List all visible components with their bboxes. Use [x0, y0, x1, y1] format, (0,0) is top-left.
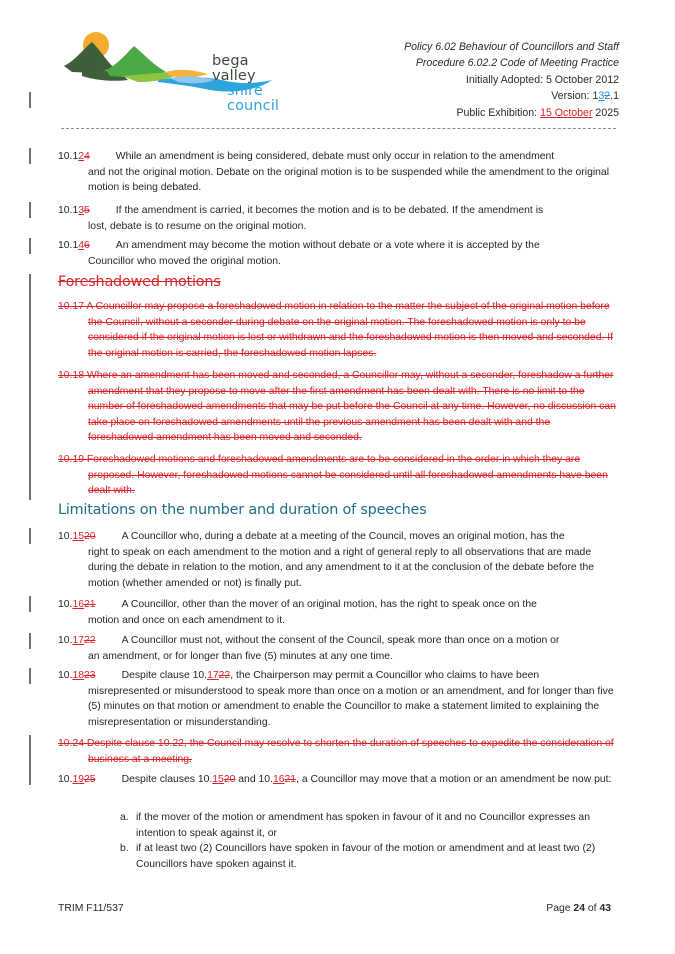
clause-text: If the amendment is carried, it becomes the motion and is to be debated. If the amendment is	[115, 205, 544, 216]
clause-text: , a Councillor may move that a motion or an amendment be now put:	[296, 774, 612, 785]
number-deleted: 20	[84, 531, 96, 542]
reference-inserted: 16	[272, 774, 285, 785]
page-total: 43	[599, 903, 611, 914]
closure-conditions-list	[120, 810, 620, 872]
clause-10-17	[58, 633, 618, 664]
version-inserted: 3	[598, 90, 605, 103]
logo-line-2: shire council	[227, 83, 279, 114]
logo-line-1: bega valley	[212, 53, 256, 84]
clause-text-continued: Councillor who moved the original motion.	[88, 255, 281, 267]
number-inserted: 2	[78, 151, 85, 162]
heading-foreshadowed-motions-deleted: Foreshadowed motions	[58, 274, 221, 290]
clause-10-19	[58, 772, 618, 788]
clause-prefix: 10.	[58, 774, 73, 785]
version-deleted: 2	[604, 90, 611, 103]
clause-text: and 10.	[235, 774, 273, 785]
list-item	[120, 841, 620, 872]
council-logo	[62, 20, 282, 114]
clause-prefix: 10.1	[58, 240, 79, 251]
clause-prefix: 10.	[58, 599, 73, 610]
page-label: Page	[546, 903, 574, 914]
heading-limitations-on-speeches: Limitations on the number and duration of speeches	[58, 502, 427, 518]
list-item-text: if at least two (2) Councillors have spoken in favour of the motion or amendment and at least two (2) Councillors have spoken against it.	[136, 843, 596, 870]
deleted-clause-10-17: 10.17 A Councillor may propose a foreshadowed motion in relation to the matter the subject of the original motion before the Council, without a seconder during debate on the original motion. The foreshadowed motion is only to be considered if the original motion is lost or withdrawn and the foreshadowed motion is then moved and seconded. If the original motion is carried, the foreshadowed motion lapses.	[58, 301, 614, 359]
list-item	[120, 810, 620, 841]
number-inserted: 17	[72, 635, 85, 646]
reference-deleted: 20	[223, 774, 236, 785]
exhibition-label: Public Exhibition:	[456, 106, 541, 119]
clause-prefix: 10.	[58, 635, 73, 646]
deleted-clause-10-24: 10.24 Despite clause 10.22, the Council may resolve to shorten the duration of speeches to expedite the consideration of business at a meeting.	[58, 738, 614, 765]
clause-10-12	[58, 149, 618, 196]
clause-number	[58, 203, 90, 219]
clause-number	[58, 668, 96, 684]
number-inserted: 4	[78, 240, 85, 251]
adopted-line: Initially Adopted: 5 October 2012	[465, 73, 619, 86]
clause-number	[58, 772, 96, 788]
change-bar	[29, 596, 31, 612]
clause-text-continued: and not the original motion. Debate on the original motion is to be suspended while the amendment to the original motion is being debated.	[88, 166, 610, 193]
clause-10-15	[58, 529, 618, 591]
clause-10-18	[58, 668, 618, 730]
clause-prefix: 10.	[58, 531, 73, 542]
clause-text: A Councillor must not, without the consent of the Council, speak more than once on a motion or	[121, 635, 560, 646]
change-bar	[29, 528, 31, 544]
number-deleted: 6	[84, 240, 90, 251]
footer-page-number	[546, 903, 611, 914]
clause-10-14	[58, 238, 618, 269]
number-deleted: 4	[84, 151, 90, 162]
number-inserted: 16	[72, 599, 85, 610]
clause-number	[58, 238, 90, 254]
page-of-label: of	[584, 903, 600, 914]
version-label: Version:	[551, 90, 593, 103]
change-bar	[29, 238, 31, 254]
number-deleted: 21	[84, 599, 96, 610]
reference-inserted: 15	[212, 774, 224, 785]
change-bar	[29, 633, 31, 649]
clause-10-16	[58, 597, 618, 628]
clause-prefix: 10.	[58, 670, 73, 681]
clause-text: Despite clause 10.	[121, 670, 208, 681]
change-bar	[29, 668, 31, 684]
clause-text-continued: lost, debate is to resume on the original motion.	[88, 220, 307, 232]
page-current: 24	[573, 903, 585, 914]
header-divider	[61, 128, 616, 129]
number-deleted: 23	[84, 670, 96, 681]
change-bar	[29, 274, 31, 500]
procedure-line: Procedure 6.02.2 Code of Meeting Practice	[415, 57, 619, 70]
footer-trim-reference: TRIM F11/537	[58, 903, 124, 914]
version-line	[404, 88, 619, 104]
clause-text: , the Chairperson may permit a Councillor who claims to have been	[230, 670, 540, 681]
clause-text: A Councillor who, during a debate at a meeting of the Council, moves an original motion, has the	[121, 531, 565, 542]
clause-number	[58, 149, 90, 165]
list-item-text: if the mover of the motion or amendment has spoken in favour of it and no Councillor expresses an intention to speak against it, or	[136, 812, 590, 839]
document-header-meta	[404, 39, 619, 121]
number-inserted: 19	[72, 774, 85, 785]
clause-text-continued: an amendment, or for longer than five (5) minutes at any one time.	[88, 650, 393, 662]
number-inserted: 15	[72, 531, 85, 542]
change-bar	[29, 202, 31, 218]
number-deleted: 25	[84, 774, 96, 785]
clause-text-continued: motion and once on each amendment to it.	[88, 614, 285, 626]
change-bar	[29, 92, 31, 108]
clause-prefix: 10.1	[58, 205, 79, 216]
number-inserted: 3	[78, 205, 85, 216]
clause-text: While an amendment is being considered, debate must only occur in relation to the amendment	[115, 151, 555, 162]
clause-text: A Councillor, other than the mover of an original motion, has the right to speak once on the	[121, 599, 537, 610]
clause-prefix: 10.1	[58, 151, 79, 162]
number-deleted: 22	[84, 635, 96, 646]
clause-text-continued: right to speak on each amendment to the motion and a right of general reply to all observations that are made during the debate in relation to the motion, and any amendment to it at the conclusion of the debate before the motion (whether amended or not) is finally put.	[88, 546, 595, 589]
clause-text: Despite clauses 10.	[121, 774, 213, 785]
clause-number	[58, 597, 96, 613]
deleted-clause-10-19: 10.19 Foreshadowed motions and foreshadowed amendments are to be considered in the order in which they are proposed. However, foreshadowed motions cannot be considered until all foreshadowed amendments have been dealt with.	[58, 454, 608, 496]
exhibition-year: 2025	[592, 106, 619, 119]
exhibition-date-inserted: 15 October	[540, 106, 593, 119]
reference-deleted: 22	[218, 670, 231, 681]
clause-text-continued: misrepresented or misunderstood to speak more than once on a motion or an amendment, and for longer than five (5) minutes on that motion or amendment to enable the Councillor to make a statement limited to explaining the misrepresentation or misunderstanding.	[88, 685, 614, 728]
number-deleted: 5	[84, 205, 90, 216]
version-suffix: .1	[610, 90, 619, 103]
clause-10-13	[58, 203, 618, 234]
number-inserted: 18	[72, 670, 85, 681]
clause-text: An amendment may become the motion without debate or a vote where it is accepted by the	[115, 240, 540, 251]
reference-deleted: 21	[284, 774, 297, 785]
version-prefix: 1	[592, 90, 599, 103]
reference-inserted: 17	[207, 670, 219, 681]
change-bar	[29, 735, 31, 785]
list-marker: b.	[120, 843, 129, 854]
change-bar	[29, 148, 31, 164]
deleted-clause-10-18: 10.18 Where an amendment has been moved and seconded, a Councillor may, without a seconder, foreshadow a further amendment that they propose to move after the first amendment has been dealt with. There is no limit to the number of foreshadowed amendments that may be put before the Council at any time. However, no discussion can take place on foreshadowed amendments until the previous amendment has been dealt with and the foreshadowed amendment has been moved and seconded.	[58, 370, 616, 443]
clause-number	[58, 529, 96, 545]
policy-line: Policy 6.02 Behaviour of Councillors and Staff	[404, 41, 619, 53]
logo-wordmark	[212, 54, 282, 114]
clause-number	[58, 633, 96, 649]
exhibition-line	[404, 105, 619, 121]
list-marker: a.	[120, 812, 129, 823]
